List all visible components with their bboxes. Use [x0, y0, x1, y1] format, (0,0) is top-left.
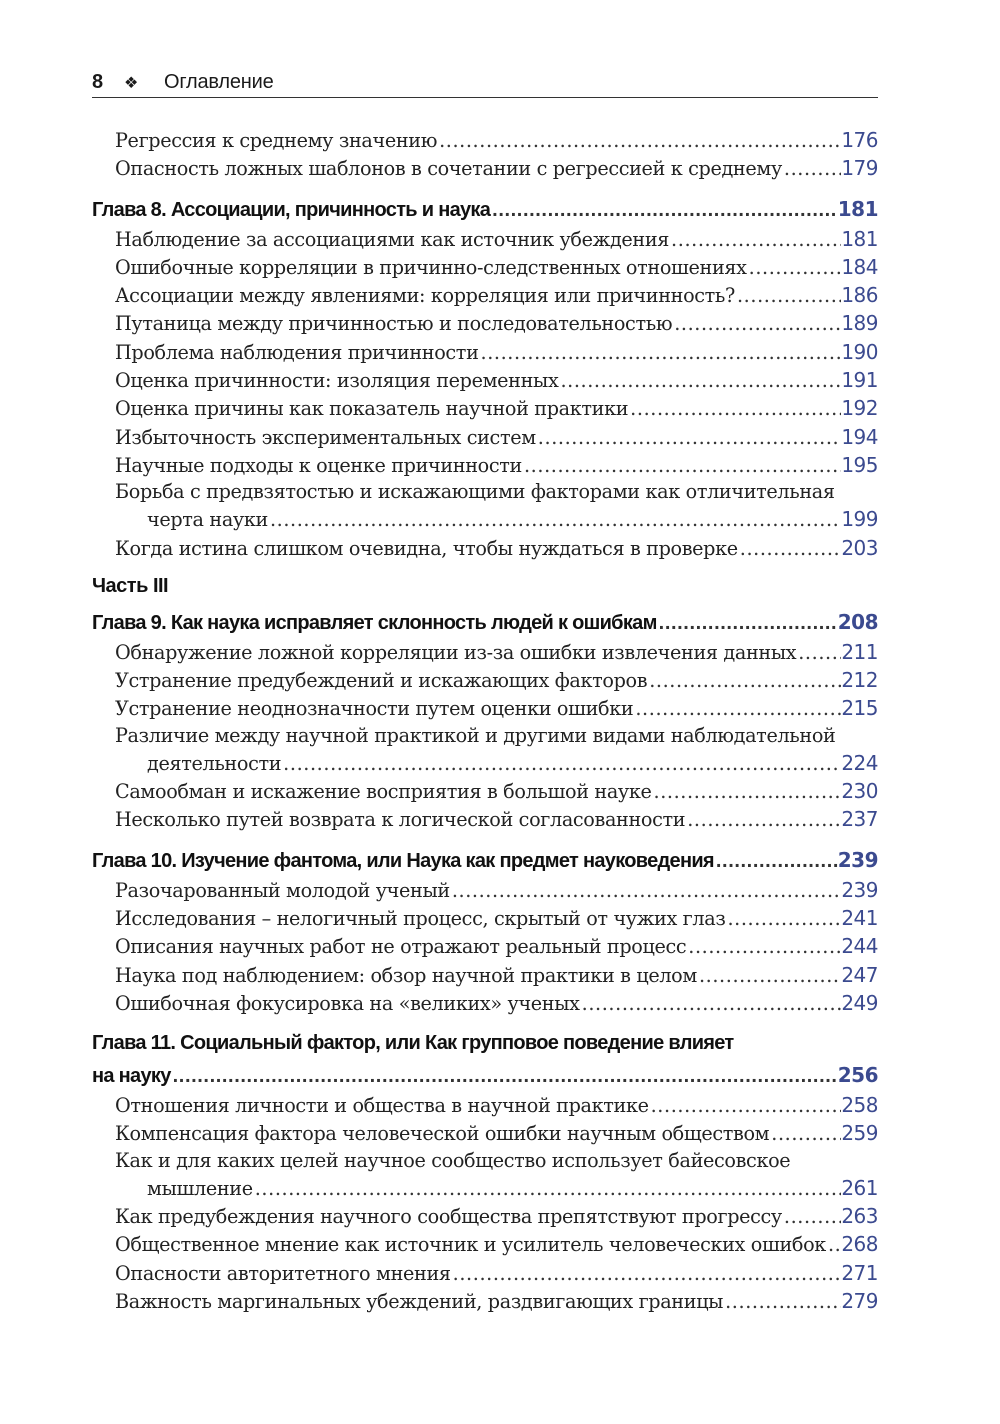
toc-entry[interactable]: [92, 338, 878, 366]
toc-entry-title: Несколько путей возврата к логической согласованности: [115, 808, 686, 832]
toc-entry-title: Важность маргинальных убеждений, раздвигающих границы: [115, 1289, 724, 1313]
toc-chapter-page: 256: [837, 1063, 878, 1088]
toc-entry[interactable]: [92, 423, 878, 451]
leader-dots: [649, 1092, 842, 1119]
toc-entry-title: Как предубеждения научного сообщества препятствуют прогрессу: [115, 1205, 782, 1229]
toc-entry-title: Проблема наблюдения причинности: [115, 340, 479, 364]
toc-entry[interactable]: [92, 638, 878, 666]
toc-entry[interactable]: [92, 904, 878, 932]
toc-entry[interactable]: [92, 534, 878, 562]
toc-entry-page: 181: [841, 226, 878, 251]
toc-entry[interactable]: [92, 961, 878, 989]
toc-entry-page: 259: [841, 1121, 878, 1146]
toc-entry-page: 247: [841, 962, 878, 987]
toc-entry[interactable]: [92, 1259, 878, 1287]
toc-entry[interactable]: [92, 932, 878, 960]
toc-chapter-title: Глава 8. Ассоциации, причинность и наука: [92, 198, 491, 221]
toc-entry[interactable]: [92, 394, 878, 422]
toc-entry-title: Отношения личности и общества в научной практике: [115, 1094, 649, 1118]
toc-entry[interactable]: [92, 451, 878, 479]
toc-entry-title: Ассоциации между явлениями: корреляция или причинность?: [115, 284, 735, 308]
toc-entry-page: 192: [841, 396, 878, 421]
toc-entry-title: Устранение предубеждений и искажающих факторов: [115, 669, 648, 693]
toc-entry-title-continued: мышление: [147, 1176, 253, 1200]
toc-entry-title: Опасности авторитетного мнения: [115, 1261, 451, 1285]
toc-entry[interactable]: [92, 281, 878, 309]
toc-entry[interactable]: [92, 1091, 878, 1119]
toc-entry[interactable]: [92, 805, 878, 833]
toc-entry[interactable]: [92, 694, 878, 722]
toc-entry[interactable]: [92, 154, 878, 182]
leader-dots: [628, 395, 841, 422]
toc-entry-page: 195: [841, 452, 878, 477]
toc-entry[interactable]: [92, 225, 878, 253]
toc-chapter-title: Глава 10. Изучение фантома, или Наука как предмет науковедения: [92, 849, 714, 872]
leader-dots: [633, 695, 841, 722]
toc-entry-page: 244: [841, 934, 878, 959]
toc-entry-page: 199: [841, 507, 878, 532]
toc-chapter-title: Глава 11. Социальный фактор, или Как групповое поведение влияет: [92, 1032, 734, 1055]
leader-dots: [738, 535, 842, 562]
leader-dots: [769, 1120, 841, 1147]
toc-chapter-page: 181: [837, 196, 878, 221]
leader-dots: [253, 1175, 842, 1202]
toc-entry-title: Ошибочные корреляции в причинно-следственных отношениях: [115, 255, 747, 279]
leader-dots: [647, 667, 841, 694]
toc-entry[interactable]: [92, 126, 878, 154]
leader-dots: [536, 424, 842, 451]
toc-entry-page: 237: [841, 807, 878, 832]
toc-entry-title: Наблюдение за ассоциациями как источник убеждения: [115, 227, 670, 251]
toc-entry[interactable]: [92, 366, 878, 394]
toc-entry-page: 186: [841, 283, 878, 308]
leader-dots: [268, 506, 841, 533]
toc-entry-page: 191: [841, 368, 878, 393]
toc-entry-page: 176: [841, 128, 878, 152]
leader-dots: [697, 962, 841, 989]
toc-chapter[interactable]: [92, 1027, 878, 1059]
toc-entry-page: 249: [841, 990, 878, 1015]
toc-entry-title: Как и для каких целей научное сообщество использует байесовское: [115, 1148, 791, 1172]
toc-entry-title: Оценка причинности: изоляция переменных: [115, 369, 559, 393]
toc-entry-title: Компенсация фактора человеческой ошибки научным обществом: [115, 1122, 770, 1146]
toc-entry-title: Описания научных работ не отражают реальный процесс: [115, 935, 687, 959]
toc-entry-title: Исследования – нелогичный процесс, скрытый от чужих глаз: [115, 906, 726, 930]
toc-entry-page: 184: [841, 254, 878, 279]
toc-entry-page: 263: [841, 1204, 878, 1229]
toc-entry-title: Устранение неоднозначности путем оценки ошибки: [115, 697, 634, 721]
toc-entry[interactable]: [92, 253, 878, 281]
toc-entry-title: Научные подходы к оценке причинности: [115, 453, 522, 477]
toc-entry-title: Обнаружение ложной корреляции из-за ошибки извлечения данных: [115, 640, 797, 664]
toc-part[interactable]: [92, 570, 878, 602]
leader-dots: [723, 1288, 841, 1315]
toc-chapter[interactable]: [92, 844, 878, 876]
leader-dots: [580, 990, 842, 1017]
toc-entry-title: Борьба с предвзятостью и искажающими факторами как отличительная: [115, 480, 835, 504]
toc-chapter-page: 208: [837, 609, 878, 634]
toc-entry[interactable]: [92, 1202, 878, 1230]
toc-entry[interactable]: [92, 1287, 878, 1315]
leader-dots: [747, 254, 842, 281]
leader-dots: [450, 877, 842, 904]
toc-entry-title: Когда истина слишком очевидна, чтобы нуждаться в проверке: [115, 536, 738, 560]
toc-entry-page: 224: [841, 750, 878, 775]
toc-entry-page: 179: [841, 156, 878, 181]
leader-dots: [826, 1231, 841, 1258]
toc-chapter-title: Глава 9. Как наука исправляет склонность людей к ошибкам: [92, 611, 657, 634]
toc-entry[interactable]: [92, 1148, 878, 1174]
leader-dots: [725, 905, 841, 932]
toc-entry-title: Наука под наблюдением: обзор научной практики в целом: [115, 963, 697, 987]
toc-entry[interactable]: [92, 309, 878, 337]
leader-dots: [782, 155, 841, 182]
toc-entry-page: 271: [841, 1260, 878, 1285]
leader-dots: [652, 778, 842, 805]
toc-chapter[interactable]: [92, 606, 878, 638]
toc-entry-title: Опасность ложных шаблонов в сочетании с регрессией к среднему: [115, 157, 782, 181]
leader-dots: [672, 310, 841, 337]
leader-dots: [558, 367, 841, 394]
toc-chapter-title-continued: на науку: [92, 1065, 171, 1088]
toc-entry[interactable]: [92, 666, 878, 694]
leader-dots: [522, 452, 841, 479]
toc-chapter-continuation[interactable]: [92, 1059, 878, 1091]
toc-entry[interactable]: [92, 989, 878, 1017]
table-of-contents: [92, 126, 878, 1315]
toc-entry-page: 215: [841, 696, 878, 721]
toc-chapter-page: 239: [837, 847, 878, 872]
toc-entry-continuation[interactable]: [92, 1174, 878, 1202]
leader-dots: [490, 194, 838, 225]
leader-dots: [686, 933, 841, 960]
toc-entry-title-continued: черта науки: [147, 508, 268, 532]
ornament-icon: ❖: [124, 74, 139, 92]
toc-entry-title: Общественное мнение как источник и усилитель человеческих ошибок: [115, 1233, 826, 1257]
toc-entry-title-continued: деятельности: [147, 751, 282, 775]
running-head-title: Оглавление: [164, 71, 274, 93]
toc-entry-continuation[interactable]: [92, 749, 878, 777]
running-head: [92, 68, 878, 98]
toc-entry-continuation[interactable]: [92, 505, 878, 533]
toc-entry-page: 239: [841, 877, 878, 902]
toc-entry-page: 211: [841, 639, 878, 664]
toc-entry-title: Самообман и искажение восприятия в большой науке: [115, 780, 652, 804]
toc-entry-title: Различие между научной практикой и другими видами наблюдательной: [115, 723, 836, 747]
leader-dots: [735, 282, 841, 309]
page-number: 8: [92, 71, 104, 93]
toc-entry-page: 190: [841, 339, 878, 364]
toc-entry-page: 258: [841, 1093, 878, 1118]
toc-entry-title: Ошибочная фокусировка на «великих» ученых: [115, 991, 580, 1015]
toc-entry[interactable]: [92, 1119, 878, 1147]
toc-entry[interactable]: [92, 876, 878, 904]
toc-entry-page: 261: [841, 1175, 878, 1200]
leader-dots: [796, 639, 841, 666]
toc-entry-page: 189: [841, 311, 878, 336]
toc-entry-title: Избыточность экспериментальных систем: [115, 425, 536, 449]
toc-chapter[interactable]: [92, 193, 878, 225]
toc-entry[interactable]: [92, 723, 878, 749]
toc-entry[interactable]: [92, 777, 878, 805]
leader-dots: [685, 806, 841, 833]
toc-entry-page: 212: [841, 668, 878, 693]
leader-dots: [479, 339, 842, 366]
toc-entry-page: 194: [841, 424, 878, 449]
leader-dots: [437, 127, 841, 154]
leader-dots: [451, 1260, 842, 1287]
toc-entry-title: Разочарованный молодой ученый: [115, 878, 450, 902]
leader-dots: [782, 1203, 841, 1230]
leader-dots: [657, 607, 838, 638]
toc-entry-title: Регрессия к среднему значению: [115, 129, 438, 152]
toc-entry-page: 203: [841, 535, 878, 560]
toc-entry-page: 230: [841, 779, 878, 804]
leader-dots: [281, 750, 841, 777]
leader-dots: [171, 1060, 838, 1091]
toc-entry-title: Путаница между причинностью и последовательностью: [115, 312, 673, 336]
toc-entry-page: 241: [841, 905, 878, 930]
toc-entry-page: 268: [841, 1232, 878, 1257]
toc-entry-page: 279: [841, 1288, 878, 1313]
toc-entry-title: Оценка причины как показатель научной практики: [115, 397, 629, 421]
leader-dots: [669, 226, 841, 253]
toc-entry[interactable]: [92, 479, 878, 505]
toc-entry[interactable]: [92, 1230, 878, 1258]
toc-part-title: Часть III: [92, 574, 169, 597]
leader-dots: [714, 845, 838, 876]
